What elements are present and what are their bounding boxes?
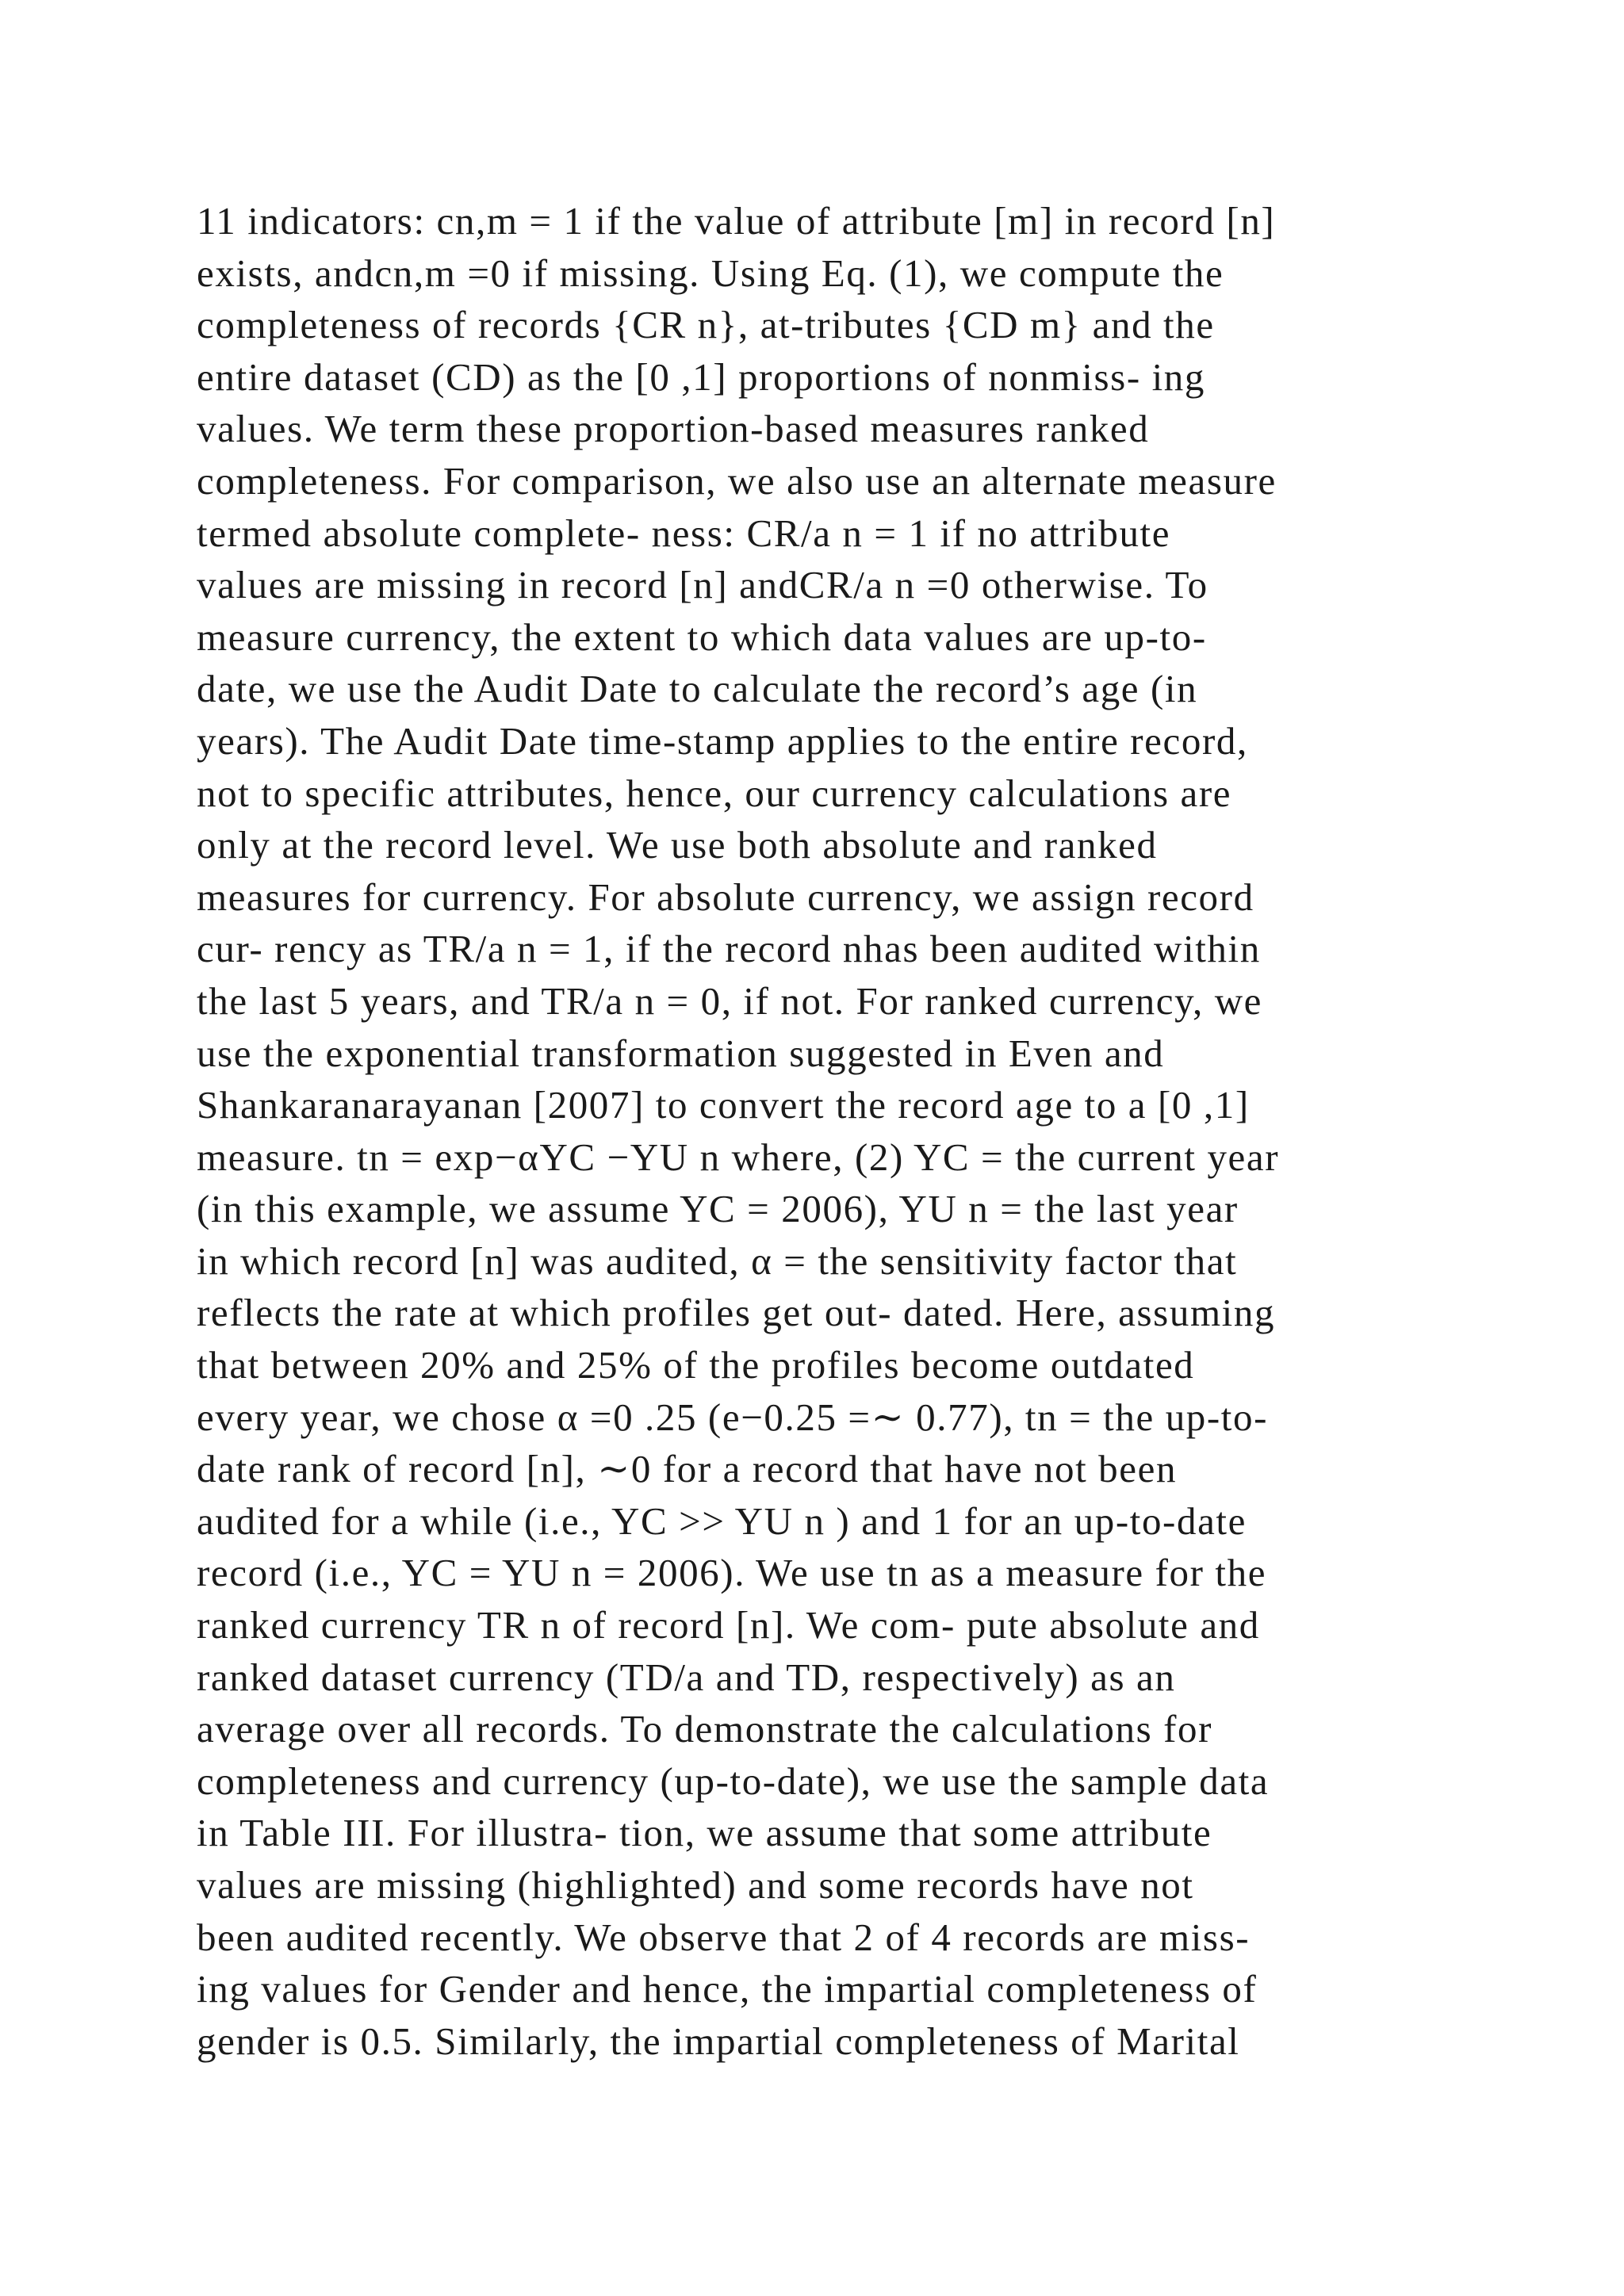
text-line-19: measure. tn = exp−αYC −YU n where, (2) YC = the current year [197, 1135, 1280, 1179]
text-line-26: audited for a while (i.e., YC >> YU n ) and 1 for an up-to-date [197, 1498, 1247, 1543]
text-line-5: values. We term these proportion-based measures ranked [197, 407, 1150, 451]
text-line-14: measures for currency. For absolute currency, we assign record [197, 874, 1254, 919]
text-line-6: completeness. For comparison, we also use an alternate measure [197, 458, 1277, 503]
text-line-35: ing values for Gender and hence, the impartial completeness of [197, 1967, 1258, 2011]
text-line-16: the last 5 years, and TR/a n = 0, if not. For ranked currency, we [197, 978, 1263, 1023]
text-line-9: measure currency, the extent to which data values are up-to- [197, 614, 1207, 659]
text-line-27: record (i.e., YC = YU n = 2006). We use tn as a measure for the [197, 1551, 1267, 1595]
text-line-1: 11 indicators: cn,m = 1 if the value of attribute [m] in record [n] [197, 199, 1276, 243]
text-line-15: cur- rency as TR/a n = 1, if the record nhas been audited within [197, 927, 1261, 971]
text-line-21: in which record [n] was audited, α = the sensitivity factor that [197, 1238, 1238, 1283]
text-line-36: gender is 0.5. Similarly, the impartial completeness of Marital [197, 2019, 1240, 2063]
text-line-32: in Table III. For illustra- tion, we assume that some attribute [197, 1811, 1212, 1855]
text-line-28: ranked currency TR n of record [n]. We com- pute absolute and [197, 1603, 1260, 1647]
text-line-10: date, we use the Audit Date to calculate the record’s age (in [197, 667, 1198, 711]
text-line-2: exists, andcn,m =0 if missing. Using Eq. (1), we compute the [197, 251, 1224, 295]
text-line-11: years). The Audit Date time-stamp applies to the entire record, [197, 718, 1248, 763]
text-line-8: values are missing in record [n] andCR/a n =0 otherwise. To [197, 563, 1208, 607]
text-line-18: Shankaranarayanan [2007] to convert the record age to a [0 ,1] [197, 1083, 1250, 1127]
text-line-13: only at the record level. We use both absolute and ranked [197, 823, 1158, 867]
text-line-7: termed absolute complete- ness: CR/a n = 1 if no attribute [197, 511, 1171, 555]
text-line-17: use the exponential transformation suggested in Even and [197, 1031, 1165, 1075]
text-line-25: date rank of record [n], ∼0 for a record that have not been [197, 1447, 1178, 1491]
text-line-24: every year, we chose α =0 .25 (e−0.25 =∼ 0.77), tn = the up-to- [197, 1395, 1269, 1439]
text-line-23: that between 20% and 25% of the profiles become outdated [197, 1343, 1195, 1387]
text-line-33: values are missing (highlighted) and some records have not [197, 1863, 1194, 1907]
text-line-30: average over all records. To demonstrate the calculations for [197, 1707, 1213, 1751]
text-line-31: completeness and currency (up-to-date), we use the sample data [197, 1758, 1270, 1803]
text-line-12: not to specific attributes, hence, our currency calculations are [197, 771, 1232, 815]
text-line-22: reflects the rate at which profiles get out- dated. Here, assuming [197, 1291, 1276, 1335]
text-line-29: ranked dataset currency (TD/a and TD, respectively) as an [197, 1655, 1176, 1699]
body-text [197, 195, 1450, 2067]
text-line-3: completeness of records {CR n}, at-tributes {CD m} and the [197, 303, 1215, 347]
text-line-4: entire dataset (CD) as the [0 ,1] proportions of nonmiss- ing [197, 354, 1205, 399]
text-line-34: been audited recently. We observe that 2 of 4 records are miss- [197, 1915, 1251, 1959]
text-line-20: (in this example, we assume YC = 2006), YU n = the last year [197, 1187, 1239, 1231]
